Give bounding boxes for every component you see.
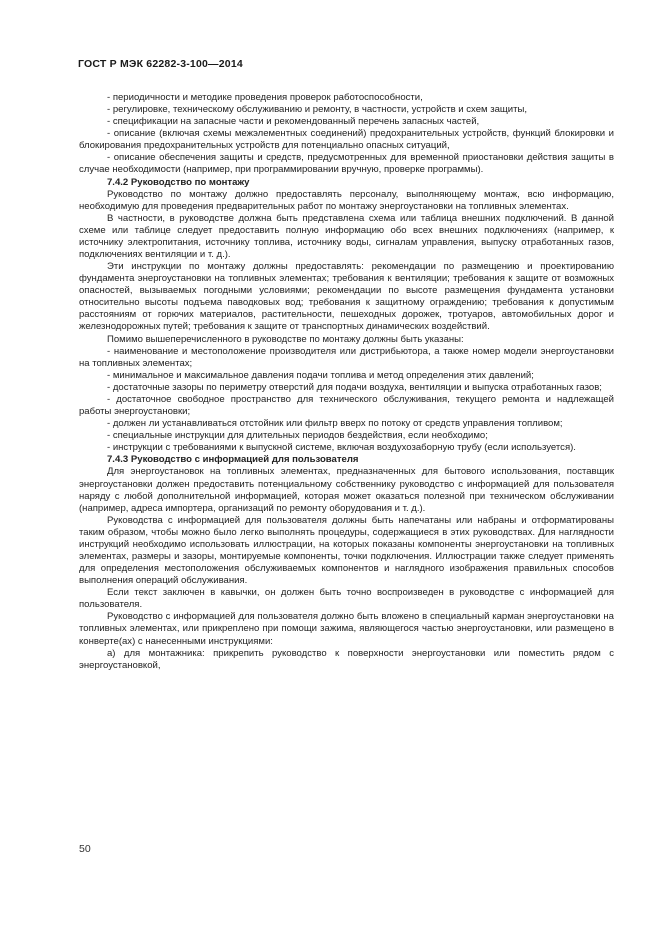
list-item: - достаточные зазоры по периметру отверстий для подачи воздуха, вентиляции и выпуска отработанных газов;	[107, 381, 602, 393]
paragraph: - описание обеспечения защиты и средств, предусмотренных для временной приостановки действия защиты в случае необходимости (например, при программировании вручную, проверке программы).	[79, 152, 614, 176]
list-item: - инструкции с требованиями к выпускной системе, включая воздухозаборную трубу (если используется).	[107, 442, 576, 454]
paragraph: В частности, в руководстве должна быть представлена схема или таблица внешних подключений. В данной схеме или таблице следует предоставить полную информацию обо всех внешних подключениях (например, к источнику электропитания, источнику топлива, источнику воды, сигналам управления, выпуску отработанных газов, подключениях вентиляции и т. д.).	[79, 212, 614, 261]
list-item: - наименование и местоположение производителя или дистрибьютора, а также номер модели энергоустановки на топливных элементах;	[79, 345, 614, 369]
list-item: - специальные инструкции для длительных периодов бездействия, если необходимо;	[107, 430, 488, 442]
document-header: ГОСТ Р МЭК 62282-3-100—2014	[78, 58, 243, 70]
body-text	[79, 92, 614, 672]
page-number: 50	[79, 843, 91, 855]
list-item: - минимальное и максимальное давления подачи топлива и метод определения этих давлений;	[107, 369, 534, 381]
paragraph: Руководство с информацией для пользователя должно быть вложено в специальный карман энергоустановки на топливных элементах, или прикреплено при помощи зажима, являющегося частью энергоустановки, или размещено в конверте(ах) с нанесенными инструкциями:	[79, 611, 614, 647]
paragraph: - периодичности и методике проведения проверок работоспособности,	[107, 92, 423, 103]
paragraph: - описание (включая схемы межэлементных соединений) предохранительных устройств, функций блокировки и блокирования предохранительных устройств для потенциально опасных ситуаций,	[79, 128, 614, 152]
paragraph: Для энергоустановок на топливных элементах, предназначенных для бытового использования, поставщик энергоустановки должен предоставить потенциальному собственнику руководство с информацией для пользователя наряду с любой дополнительной информацией, которая может оказаться полезной при техническом обслуживании (например, адреса импортера, организаций по ремонту оборудования и т. д.).	[79, 466, 614, 514]
paragraph: Если текст заключен в кавычки, он должен быть точно воспроизведен в руководстве с информацией для пользователя.	[79, 587, 614, 611]
paragraph: Руководство по монтажу должно предоставлять персоналу, выполняющему монтаж, всю информацию, необходимую для проведения предварительных работ по монтажу энергоустановки на топливных элементах.	[79, 188, 614, 212]
list-item: а) для монтажника: прикрепить руководство к поверхности энергоустановки или поместить рядом с энергоустановкой,	[79, 647, 614, 671]
paragraph: Руководства с информацией для пользователя должны быть напечатаны или набраны и отформатированы таким образом, чтобы можно было легко выполнять процедуры, содержащиеся в этих руководствах. Для наглядности инструкций необходимо использовать иллюстрации, на которых показаны компоненты энергоустановки на топливных элементах, размеры и зазоры, монтируемые компоненты, точки подключения. Иллюстрации также следует применять для определения местоположения обслуживаемых компонентов и наглядного изображения правильных способов выполнения операций обслуживания.	[79, 514, 614, 587]
list-item: - должен ли устанавливаться отстойник или фильтр вверх по потоку от средств управления топливом;	[107, 418, 563, 430]
paragraph: Эти инструкции по монтажу должны предоставлять: рекомендации по размещению и проектированию фундамента энергоустановки на топливных элементах; требования к вентиляции; требования к защите от возможных опасностей, вызываемых погодными условиями; рекомендации по высоте размещения фундамента установки относительно высоты подъема паводковых вод; требования к защитному ограждению; требования к допустимым расстояниям от горючих материалов, растительности, пешеходных дорожек, тротуаров, автомобильных дорог и железнодорожных путей; требования к защите от транспортных динамических воздействий.	[79, 261, 614, 333]
list-item: - достаточное свободное пространство для технического обслуживания, текущего ремонта и надлежащей работы энергоустановки;	[79, 393, 614, 418]
paragraph: - спецификации на запасные части и рекомендованный перечень запасных частей,	[107, 116, 480, 128]
section-heading-7-4-3: 7.4.3 Руководство с информацией для пользователя	[107, 454, 359, 466]
paragraph: Помимо вышеперечисленного в руководстве по монтажу должны быть указаны:	[107, 333, 464, 345]
section-heading-7-4-2: 7.4.2 Руководство по монтажу	[107, 176, 250, 188]
paragraph: - регулировке, техническому обслуживанию и ремонту, в частности, устройств и схем защиты,	[107, 104, 528, 116]
